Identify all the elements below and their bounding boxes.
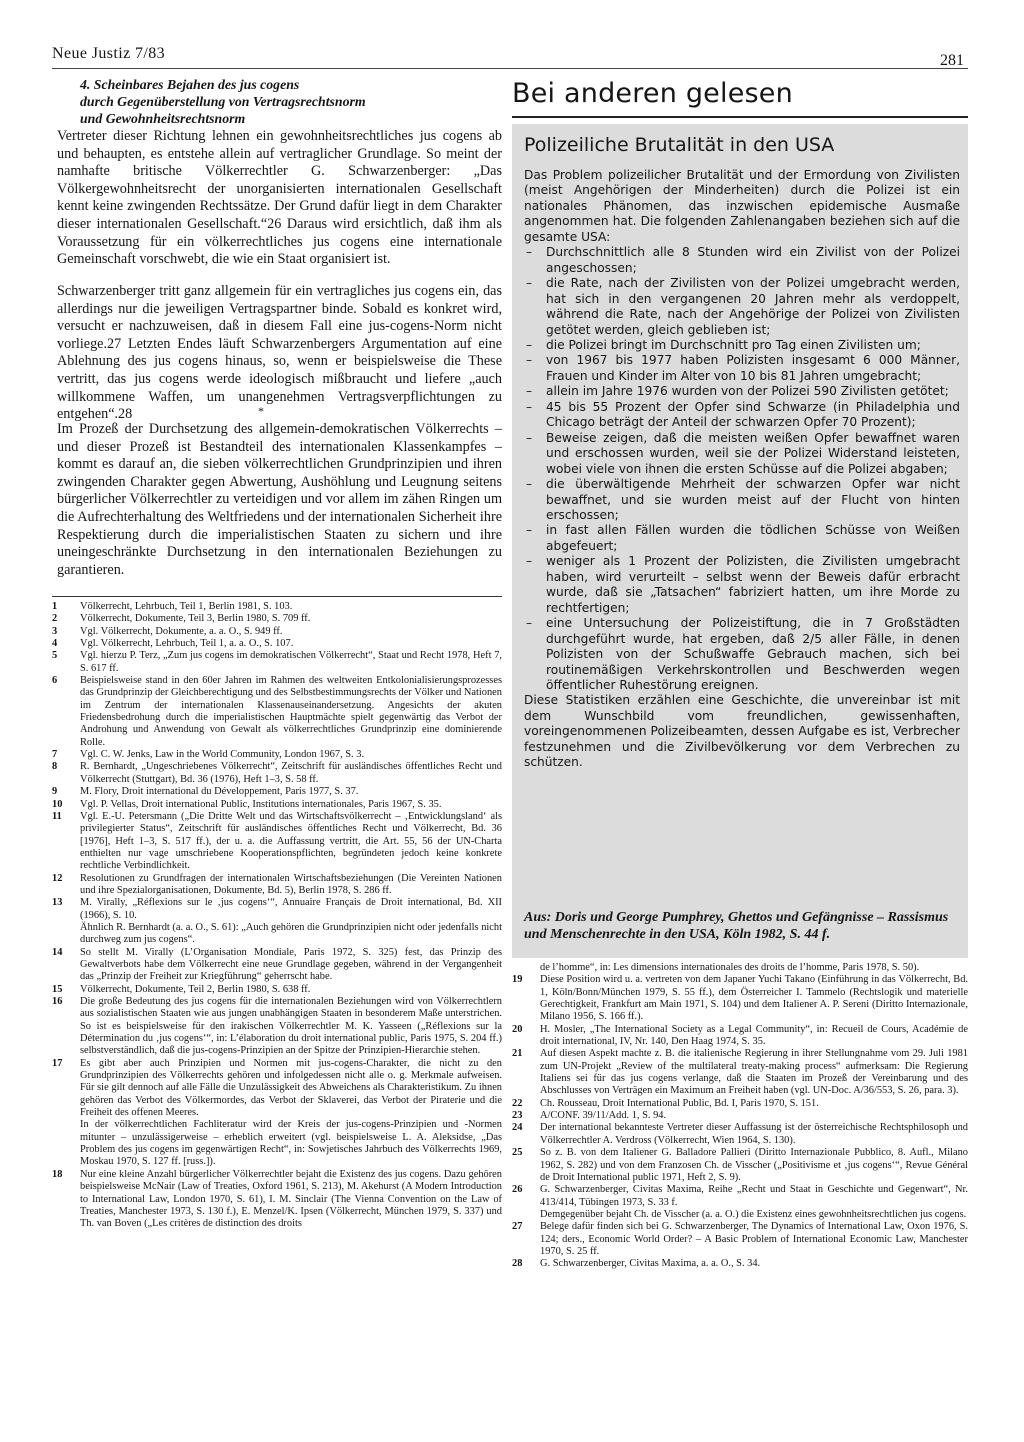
footnote bbox=[512, 1110, 968, 1122]
footnote bbox=[52, 638, 502, 650]
footnote bbox=[512, 1098, 968, 1110]
footnote bbox=[512, 1221, 968, 1258]
footnote-text: Vgl. E.-U. Petersmann („Die Dritte Welt und das Wirtschaftsvölkerrecht – ‚Entwicklungsland‘ als privilegierter Status“, Zeitschrift für ausländisches öffentliches Recht und Völkerrecht, Bd. 36 [1976], Heft 1–3, S. 517 ff.), der u. a. die Auffassung vertritt, die Art. 55, 56 der UN-Charta enthielten nur vage umschriebene Kooperationspflichten, begründeten jedoch keine konkrete rechtliche Verbindlichkeit. bbox=[80, 810, 502, 872]
body-paragraph-1: Vertreter dieser Richtung lehnen ein gewohnheitsrechtliches jus cogens ab und behaupten, es entstehe allein auf vertraglicher Grundlage. So meint der namhafte britische Völkerrechtler G. Schwarzenberger: „Das Völkergewohnheitsrecht der unorganisierten internationalen Gesellschaft kennt keine zwingenden Rechtssätze. Der Grund dafür liegt in dem Charakter dieser internationalen Gesellschaft.“26 Daraus wird ersichtlich, daß ihm als Voraussetzung für ein völkerrechtliches jus cogens eine internationale Gemeinschaft vorschwebt, die wie ein Staat organisiert ist. bbox=[57, 128, 502, 268]
footnote-number: 1 bbox=[52, 601, 58, 612]
footnote-number: 2 bbox=[52, 613, 58, 625]
footnote-number: 18 bbox=[52, 1168, 63, 1180]
excerpt-outro: Diese Statistiken erzählen eine Geschichte, die unvereinbar ist mit dem Wunschbild vom freundlichen, gewissenhaften, voreingenommenen Polizeibeamten, dessen Aufgabe es ist, Verbrecher festzunehmen und die Zivilbevölkerung vor dem Verbrechen zu schützen. bbox=[524, 693, 960, 770]
footnote-text: R. Bernhardt, „Ungeschriebenes Völkerrecht“, Zeitschrift für ausländisches öffentliches Recht und Völkerrecht (Stuttgart), Bd. 36 (1976), Heft 1–3, S. 58 ff. bbox=[80, 761, 502, 785]
excerpt-title: Polizeiliche Brutalität in den USA bbox=[524, 134, 835, 156]
footnote bbox=[52, 984, 502, 996]
rubric-heading: Bei anderen gelesen bbox=[512, 78, 793, 109]
footnote bbox=[52, 761, 502, 786]
footnote bbox=[512, 1122, 968, 1147]
list-item: – eine Untersuchung der Polizeistiftung, die in 7 Großstädten durchgeführt wurde, hat ergeben, daß 2/5 aller Fälle, in denen Polizisten von der Schußwaffe Gebrauch machen, sich bei routinemäßigen Verkehrskontrollen und Beschwerden wegen öffentlicher Ruhestörung ereignen. bbox=[524, 616, 960, 693]
footnote bbox=[52, 996, 502, 1058]
footnote-text: Resolutionen zu Grundfragen der internationalen Wirtschaftsbeziehungen (Die Vereinten Nationen und ihre Spezialorganisationen, Dokumente, Bd. 5), Berlin 1978, S. 286 ff. bbox=[80, 872, 502, 896]
list-item: – von 1967 bis 1977 haben Polizisten insgesamt 6 000 Männer, Frauen und Kinder im Alter von 10 bis 81 Jahren umgebracht; bbox=[524, 353, 960, 384]
footnote-number: 7 bbox=[52, 749, 58, 761]
footnote-number: 13 bbox=[52, 897, 63, 909]
footnote-number: 27 bbox=[512, 1221, 523, 1233]
footnote-number: 20 bbox=[512, 1023, 523, 1035]
footnote bbox=[52, 1058, 502, 1120]
list-item: – Beweise zeigen, daß die meisten weißen Opfer bewaffnet waren und erschossen wurden, weil sie der Polizei Widerstand leisteten, wobei viele von ihnen die ersten Schüsse auf die Polizei abgaben; bbox=[524, 431, 960, 477]
footnote-number: 21 bbox=[512, 1048, 523, 1060]
footnote-number: 22 bbox=[512, 1097, 523, 1109]
footnote-text: Die große Bedeutung des jus cogens für die internationalen Beziehungen wird von Völkerrechtlern aus sozialistischen Staaten wie aus jungen unabhängigen Staaten in besonderem Maße unterstrichen. So ist es beispielsweise für den irakischen Völkerrechtler M. K. Yasseen („Réflexions sur la Détermination du ‚jus cogens‘“, in: L’élaboration du droit international public, Paris 1975, S. 204 ff.) selbstverständlich, daß die jus-cogens-Prinzipien an der Spitze der Prinzipien-Hierarchie stehen. bbox=[80, 996, 502, 1057]
footnote-number: 19 bbox=[512, 974, 523, 986]
excerpt-text bbox=[524, 168, 960, 771]
footnote bbox=[52, 650, 502, 675]
footnote bbox=[512, 974, 968, 1023]
header-rule bbox=[52, 68, 968, 69]
footnote-text: So stellt M. Virally (L’Organisation Mondiale, Paris 1972, S. 325) fest, das Prinzip des Gewaltverbots habe dem Völkerrecht eine neue Grundlage gegeben, während in der Vergangenheit das „Prinzip der Freiheit zur Kriegführung“ geherrscht habe. bbox=[80, 946, 502, 983]
footnote-number: 5 bbox=[52, 650, 58, 662]
footnote-number: 26 bbox=[512, 1184, 523, 1196]
excerpt-intro: Das Problem polizeilicher Brutalität und der Ermordung von Zivilisten (meist Angehörigen der Minderheiten) durch die Polizei ist ein nationales Phänomen, das inzwischen epidemische Ausmaße angenommen hat. Die folgenden Zahlenangaben beziehen sich auf die gesamte USA: bbox=[524, 168, 960, 244]
footnote bbox=[52, 873, 502, 898]
footnote bbox=[512, 1048, 968, 1097]
footnote bbox=[52, 811, 502, 873]
footnote-text: G. Schwarzenberger, Civitas Maxima, Reihe „Recht und Staat in Geschichte und Gegenwart“, Nr. 413/414, Tübingen 1973, S. 33 f. bbox=[540, 1184, 968, 1208]
list-item: – allein im Jahre 1976 wurden von der Polizei 590 Zivilisten getötet; bbox=[524, 384, 960, 399]
footnote-text: Ch. Rousseau, Droit International Public, Bd. I, Paris 1970, S. 151. bbox=[540, 1097, 819, 1109]
footnote-text: de l’homme“, in: Les dimensions internationales des droits de l’homme, Paris 1978, S. 50). bbox=[540, 962, 920, 973]
footnote bbox=[512, 962, 968, 974]
footnote bbox=[52, 1169, 502, 1231]
footnote-text: A/CONF. 39/11/Add. 1, S. 94. bbox=[540, 1110, 667, 1122]
footnote-text: Auf diesen Aspekt machte z. B. die italienische Regierung in ihrer Stellungnahme vom 29. Juli 1981 zum UN-Projekt „Review of the multilateral treaty-making process“ aufmerksam: Die Regierung Italiens sei für das jus cogens verlange, daß die Staaten im Prozeß der Vereinbarung und des Abschlusses von Verträgen ein Maximum an Freiheit haben (vgl. UN-Doc. A/36/553, S. 26, para. 3). bbox=[540, 1048, 968, 1097]
footnote-number: 11 bbox=[52, 810, 62, 822]
excerpt-list bbox=[524, 245, 960, 693]
list-item: – Durchschnittlich alle 8 Stunden wird ein Zivilist von der Polizei angeschossen; bbox=[524, 245, 960, 276]
footnote bbox=[52, 749, 502, 761]
footnote bbox=[52, 675, 502, 749]
footnote-number: 16 bbox=[52, 996, 63, 1007]
list-item: – die Polizei bringt im Durchschnitt pro Tag einen Zivilisten um; bbox=[524, 338, 960, 353]
footnote-text: Völkerrecht, Dokumente, Teil 2, Berlin 1980, S. 638 ff. bbox=[80, 983, 311, 995]
footnote bbox=[512, 1209, 968, 1221]
footnote bbox=[512, 1147, 968, 1184]
footnote-number: 12 bbox=[52, 872, 63, 884]
footnote-number: 23 bbox=[512, 1110, 523, 1122]
footnote-text: Vgl. hierzu P. Terz, „Zum jus cogens im demokratischen Völkerrecht“, Staat und Recht 1978, Heft 7, S. 617 ff. bbox=[80, 650, 502, 674]
section-title-line: 4. Scheinbares Bejahen des jus cogens bbox=[80, 77, 300, 92]
footnotes-right-column bbox=[512, 962, 968, 1271]
rubric-rule bbox=[512, 116, 968, 118]
footnote-text: Vgl. C. W. Jenks, Law in the World Community, London 1967, S. 3. bbox=[80, 749, 365, 761]
body-paragraph-3: Im Prozeß der Durchsetzung des allgemein-demokratischen Völkerrechts – und dieser Prozeß ist Bestandteil des internationalen Klassenkampfes – kommt es darauf an, die sieben völkerrechtlichen Grundprinzipien und ihren zwingenden Charakter gegen Abwertung, Aushöhlung und Leugnung seitens bürgerlicher Völkerrechtler zu verteidigen und vor allem im zähen Ringen um die Aufrechterhaltung des Weltfriedens und der internationalen Sicherheit ihre Respektierung durch die imperialistischen Staaten zu sichern und ihre uneingeschränkte Durchsetzung in den internationalen Beziehungen zu garantieren. bbox=[57, 421, 502, 578]
footnote-text: So z. B. von dem Italiener G. Balladore Pallieri (Diritto Internazionale Pubblico, 8. Aufl., Milano 1962, S. 282) und von dem Franzosen Ch. de Visscher („Positivisme et ‚jus cogens‘“, Revue Général de Droit International public 1971, Heft 2, S. 9). bbox=[540, 1147, 968, 1183]
footnote bbox=[512, 1258, 968, 1270]
footnote-number: 10 bbox=[52, 798, 63, 810]
footnote-number: 14 bbox=[52, 946, 63, 958]
section-title-line: und Gewohnheitsrechtsnorm bbox=[80, 111, 246, 126]
footnote-number: 4 bbox=[52, 638, 58, 650]
footnote bbox=[52, 613, 502, 625]
footnote-number: 6 bbox=[52, 675, 58, 687]
footnote-text: M. Virally, „Réflexions sur le ‚jus cogens‘“, Annuaire Français de Droit international, Bd. XII (1966), S. 10. bbox=[80, 897, 502, 921]
footnote-number: 9 bbox=[52, 786, 58, 798]
journal-title: Neue Justiz 7/83 bbox=[52, 45, 166, 62]
footnote bbox=[52, 897, 502, 922]
footnote-text: Diese Position wird u. a. vertreten von dem Japaner Yuchi Takano (Einführung in das Völkerrecht, Bd. 1, Köln/Bonn/München 1979, S. 55 ff.), dem Österreicher I. Tammelo (Rechtslogik und materielle Gerechtigkeit, Frankfurt am Main 1971, S. 104) und dem Italiener A. P. Sereni (Diritto Internazionale, Milano 1956, S. 166 ff.). bbox=[540, 974, 968, 1023]
section-title-line: durch Gegenüberstellung von Vertragsrechtsnorm bbox=[80, 94, 366, 109]
footnote-number: 28 bbox=[512, 1258, 523, 1270]
footnote bbox=[512, 1184, 968, 1209]
section-title bbox=[80, 76, 480, 127]
footnote bbox=[52, 601, 502, 613]
footnote-rule bbox=[52, 596, 502, 597]
footnote-number: 8 bbox=[52, 761, 58, 773]
footnote-number: 24 bbox=[512, 1122, 523, 1134]
footnote bbox=[52, 1119, 502, 1168]
footnote-number: 25 bbox=[512, 1147, 523, 1159]
list-item: – weniger als 1 Prozent der Polizisten, die Zivilisten umgebracht haben, wird verurteilt – selbst wenn der Beweis dafür erbracht wurde, daß sie „Tatsachen“ fabriziert hatten, um ihre Morde zu rechtfertigen; bbox=[524, 554, 960, 616]
footnotes-left-column bbox=[52, 601, 502, 1231]
footnote bbox=[52, 947, 502, 984]
footnote bbox=[52, 626, 502, 638]
list-item: – 45 bis 55 Prozent der Opfer sind Schwarze (in Philadelphia und Chicago beträgt der Anteil der schwarzen Opfer 70 Prozent); bbox=[524, 400, 960, 431]
list-item: – in fast allen Fällen wurden die tödlichen Schüsse von Weißen abgefeuert; bbox=[524, 523, 960, 554]
excerpt-source: Aus: Doris und George Pumphrey, Ghettos und Gefängnisse – Rassismus und Menschenrechte in den USA, Köln 1982, S. 44 f. bbox=[524, 910, 949, 942]
footnote bbox=[512, 1024, 968, 1049]
footnote-text: Vgl. Völkerrecht, Dokumente, a. a. O., S. 949 ff. bbox=[80, 625, 283, 637]
footnote-text: Völkerrecht, Dokumente, Teil 3, Berlin 1980, S. 709 ff. bbox=[80, 613, 311, 625]
footnote-number: 3 bbox=[52, 625, 58, 637]
footnote-text: Beispielsweise stand in den 60er Jahren im Rahmen des weltweiten Entkolonialisierungsprozesses das Grundprinzip der Gleichberechtigung und des Selbstbestimmungsrechts der Völker und Nationen im Zentrum der internationalen Klassenauseinandersetzung. Angesichts der akuten Friedensbedrohung durch die imperialistischen Hauptmächte spielt gegenwärtig das Verbot der Androhung und Anwendung von Gewalt als völkerrechtliches Grundprinzip eine dominierende Rolle. bbox=[80, 675, 502, 748]
footnote-text: Nur eine kleine Anzahl bürgerlicher Völkerrechtler bejaht die Existenz des jus cogens. Dazu gehören beispielsweise McNair (Law of Treaties, Oxford 1961, S. 213), M. Akehurst (A Modern Introduction to International Law, London 1970, S. 61), I. M. Sinclair (The Vienna Convention on the Law of Treaties, Manchester 1973, S. 130 f.), E. Menzel/K. Ipsen (Völkerrecht, München 1979, S. 337) und Th. van Boven („Les critères de distinction des droits bbox=[80, 1168, 502, 1230]
footnote bbox=[52, 799, 502, 811]
page-number: 281 bbox=[940, 52, 964, 69]
body-paragraph-2: Schwarzenberger tritt ganz allgemein für ein vertragliches jus cogens ein, das allerdings nur die jeweiligen Vertragspartner binde. Sobald es konkret wird, versucht er nachzuweisen, daß in diesem Fall eine jus-cogens-Norm nicht vorliege.27 Letzten Endes läuft Schwarzenbergers Argumentation auf eine Ablehnung des jus cogens hinaus, so, wenn er beispielsweise die These vertritt, das jus cogens werde ideologisch mißbraucht und liefere „auch willkommene Waffen, um unangenehmen Vertragsverpflichtungen zu entgehen“.28 bbox=[57, 283, 502, 423]
footnote-number: 17 bbox=[52, 1057, 63, 1069]
footnote-text: Der international bekannteste Vertreter dieser Auffassung ist der österreichische Rechtsphilosoph und Völkerrechtler A. Verdross (Völkerrecht, Wien 1964, S. 130). bbox=[540, 1122, 968, 1146]
footnote bbox=[52, 786, 502, 798]
footnote-text: In der völkerrechtlichen Fachliteratur wird der Kreis der jus-cogens-Prinzipien und -Normen mitunter – unzulässigerweise – erheblich erweitert (vgl. beispielsweise L. A. Aleksidse, „Das Problem des jus cogens im gegenwärtigen Recht“, in: Sowjetisches Jahrbuch des Völkerrechts 1969, Moskau 1970, S. 127 ff. [russ.]). bbox=[80, 1119, 502, 1168]
footnote-text: G. Schwarzenberger, Civitas Maxima, a. a. O., S. 34. bbox=[540, 1258, 761, 1270]
footnote bbox=[52, 922, 502, 947]
footnote-text: Es gibt aber auch Prinzipien und Normen mit jus-cogens-Charakter, die nicht zu den Grundprinzipien des Völkerrechts gehören und infolgedessen nicht alle o. g. Merkmale aufweisen. Für sie gilt dennoch auf alle Fälle die Unzulässigkeit des Abweichens als Charakteristikum. Zu ihnen gehören das Verbot des Völkermordes, das Verbot der Sklaverei, das Verbot der Piraterie und die Freiheit des offenen Meeres. bbox=[80, 1057, 502, 1119]
footnote-text: Vgl. P. Vellas, Droit international Public, Institutions internationales, Paris 1967, S. 35. bbox=[80, 798, 442, 810]
footnote-text: Belege dafür finden sich bei G. Schwarzenberger, The Dynamics of International Law, Oxon 1976, S. 124; ders., Economic World Order? – A Basic Problem of International Economic Law, Manchester 1970, S. 25 ff. bbox=[540, 1221, 968, 1257]
footnote-text: Völkerrecht, Lehrbuch, Teil 1, Berlin 1981, S. 103. bbox=[80, 601, 293, 612]
footnote-number: 15 bbox=[52, 983, 63, 995]
footnote-text: Vgl. Völkerrecht, Lehrbuch, Teil 1, a. a. O., S. 107. bbox=[80, 638, 294, 650]
section-separator: * bbox=[258, 404, 264, 418]
footnote-text: M. Flory, Droit international du Développement, Paris 1977, S. 37. bbox=[80, 786, 359, 798]
footnote-text: H. Mosler, „The International Society as a Legal Community“, in: Recueil de Cours, Académie de droit international, IV, Nr. 140, Den Haag 1974, S. 35. bbox=[540, 1023, 968, 1048]
footnote-text: Demgegenüber bejaht Ch. de Visscher (a. a. O.) die Existenz eines gewohnheitsrechtlichen jus cogens. bbox=[540, 1208, 967, 1220]
list-item: – die Rate, nach der Zivilisten von der Polizei umgebracht werden, hat sich in den vergangenen 20 Jahren mehr als verdoppelt, während die Rate, nach der Angehörige der Polizei von Zivilisten getötet werden, gleich geblieben ist; bbox=[524, 276, 960, 338]
footnote-text: Ähnlich R. Bernhardt (a. a. O., S. 61): „Auch gehören die Grundprinzipien nicht oder jedenfalls nicht durchweg zum jus cogens“. bbox=[80, 921, 502, 946]
list-item: – die überwältigende Mehrheit der schwarzen Opfer war nicht bewaffnet, und sie wurden meist auf der Flucht von hinten erschossen; bbox=[524, 477, 960, 523]
